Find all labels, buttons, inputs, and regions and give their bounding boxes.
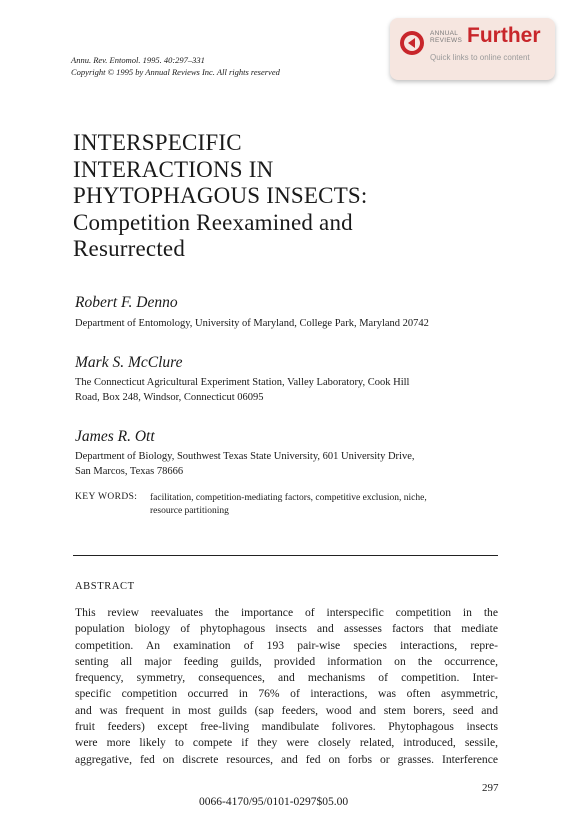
abstract-line: fruit feeders) except free-living mandibulate folivores. Phytophagous insects [75, 720, 498, 734]
abstract-line: senting all major feeding guilds, provided information on the occurrence, [75, 654, 498, 668]
affiliation-line: Road, Box 248, Windsor, Connecticut 06095 [75, 392, 264, 403]
title-line: Resurrected [73, 236, 186, 261]
journal-citation-line: Annu. Rev. Entomol. 1995. 40:297–331 [71, 55, 205, 65]
article-title [73, 130, 368, 263]
further-label: Further [467, 24, 541, 47]
abstract-line: population biology of phytophagous insects and assesses factors that mediate [75, 622, 498, 636]
keywords-line: facilitation, competition-mediating factors, competitive exclusion, niche, [150, 493, 427, 503]
article-code: 0066-4170/95/0101-0297$05.00 [199, 796, 349, 808]
author-name: Mark S. McClure [75, 354, 183, 371]
abstract-line: specific competition occurred in 76% of interactions, was often asymmetric, [75, 687, 498, 701]
keywords-label: KEY WORDS: [75, 492, 138, 502]
journal-citation [71, 54, 280, 78]
abstract-line: competition. An examination of 193 pair-wise species interactions, repre- [75, 638, 498, 652]
abstract-line: were more likely to compete if they were closely related, introduced, sessile, [75, 736, 498, 750]
author-affiliation [75, 375, 409, 405]
abstract-line: frequency, symmetry, consequences, and mechanisms of competition. Inter- [75, 671, 498, 685]
affiliation-line: The Connecticut Agricultural Experiment Station, Valley Laboratory, Cook Hill [75, 377, 410, 388]
abstract-line: aggregative, fed on discrete resources, and fed on forbs or grasses. Interference [75, 752, 498, 766]
abstract-body [75, 605, 498, 768]
title-line: INTERACTIONS IN [73, 156, 274, 182]
author-affiliation [75, 449, 415, 479]
author-name: Robert F. Denno [75, 294, 178, 311]
abstract-line: This review reevaluates the importance of interspecific competition in the [75, 606, 498, 619]
affiliation-line: Department of Entomology, University of Maryland, College Park, Maryland 20742 [75, 318, 429, 329]
keywords-line: resource partitioning [150, 506, 229, 516]
keywords-list [150, 492, 427, 518]
title-line: PHYTOPHAGOUS INSECTS: [73, 183, 368, 208]
abstract-heading: ABSTRACT [75, 581, 135, 592]
copyright-line: Copyright © 1995 by Annual Reviews Inc. All rights reserved [71, 67, 280, 77]
abstract-line: and was frequent in most guilds (sap feeders, wood and stem borers, seed and [75, 703, 498, 717]
brand-line: ANNUAL [430, 30, 459, 37]
annual-reviews-brand [430, 30, 462, 44]
quick-links-tagline: Quick links to online content [430, 53, 530, 62]
annual-reviews-logo-icon [399, 30, 425, 56]
page-number: 297 [482, 782, 499, 794]
brand-line: REVIEWS [430, 37, 463, 44]
affiliation-line: San Marcos, Texas 78666 [75, 466, 184, 477]
affiliation-line: Department of Biology, Southwest Texas State University, 601 University Drive, [75, 451, 415, 462]
title-line: INTERSPECIFIC [73, 130, 242, 155]
section-divider [73, 555, 498, 556]
further-badge[interactable] [390, 18, 555, 80]
title-line: Competition Reexamined and [73, 209, 353, 235]
author-name: James R. Ott [75, 428, 155, 445]
author-affiliation [75, 316, 429, 331]
